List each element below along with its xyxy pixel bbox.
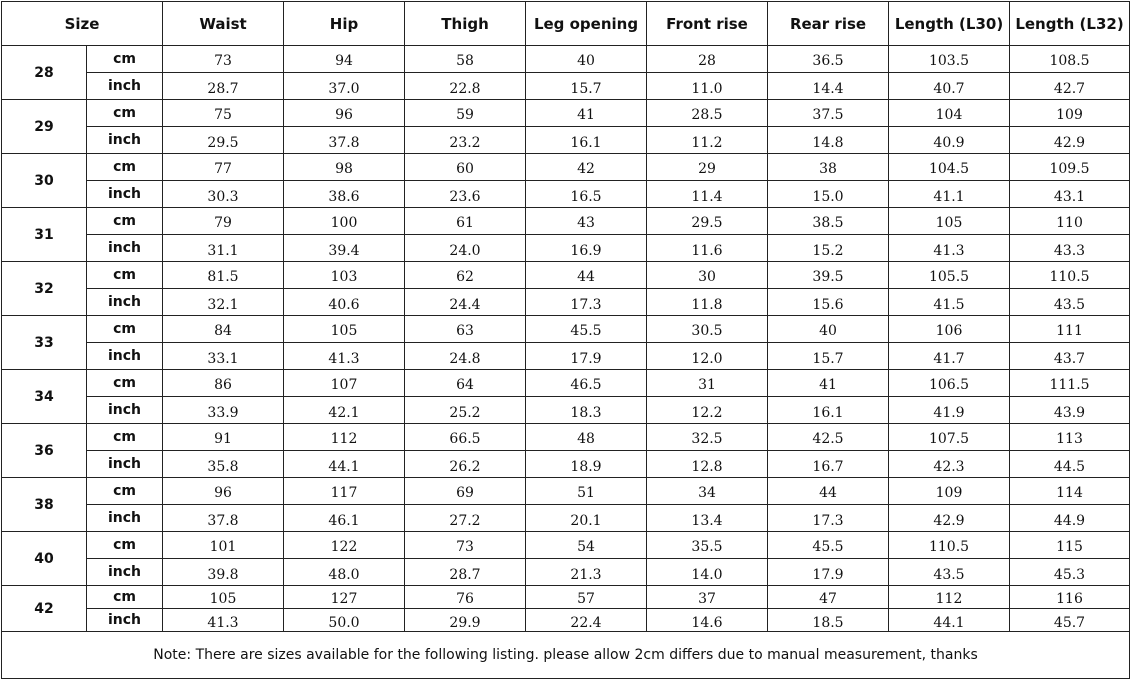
inch-value-cell: 43.7 [1010,343,1130,370]
cm-value-cell: 35.5 [647,532,768,559]
inch-value-cell: 38.6 [284,181,405,208]
inch-value-cell: 31.1 [163,235,284,262]
cm-value-cell: 105.5 [889,262,1010,289]
cm-value-cell: 116 [1010,586,1130,609]
inch-value-cell: 24.0 [405,235,526,262]
table-row [2,262,1130,289]
inch-value-cell: 42.3 [889,451,1010,478]
cm-value-cell: 38.5 [768,208,889,235]
cm-value-cell: 58 [405,46,526,73]
column-header-hip: Hip [284,2,405,46]
inch-value-cell: 15.6 [768,289,889,316]
cm-value-cell: 41 [526,100,647,127]
cm-value-cell: 104.5 [889,154,1010,181]
inch-value-cell: 33.9 [163,397,284,424]
column-header-waist: Waist [163,2,284,46]
cm-value-cell: 96 [163,478,284,505]
inch-value-cell: 22.8 [405,73,526,100]
table-row [2,46,1130,73]
inch-value-cell: 20.1 [526,505,647,532]
cm-value-cell: 111.5 [1010,370,1130,397]
inch-value-cell: 40.9 [889,127,1010,154]
table-row [2,559,1130,586]
cm-value-cell: 54 [526,532,647,559]
size-label: 28 [2,46,87,100]
inch-value-cell: 41.3 [889,235,1010,262]
header-row [2,2,1130,46]
cm-value-cell: 101 [163,532,284,559]
size-label: 30 [2,154,87,208]
unit-label-cm: cm [87,262,163,289]
cm-value-cell: 69 [405,478,526,505]
inch-value-cell: 12.2 [647,397,768,424]
inch-value-cell: 44.1 [889,609,1010,632]
cm-value-cell: 106 [889,316,1010,343]
cm-value-cell: 42 [526,154,647,181]
cm-value-cell: 46.5 [526,370,647,397]
inch-value-cell: 37.8 [284,127,405,154]
size-label: 42 [2,586,87,632]
table-row [2,100,1130,127]
cm-value-cell: 117 [284,478,405,505]
inch-value-cell: 32.1 [163,289,284,316]
inch-value-cell: 22.4 [526,609,647,632]
cm-value-cell: 73 [405,532,526,559]
column-header-leg-opening: Leg opening [526,2,647,46]
unit-label-cm: cm [87,424,163,451]
inch-value-cell: 18.5 [768,609,889,632]
inch-value-cell: 42.1 [284,397,405,424]
inch-value-cell: 25.2 [405,397,526,424]
cm-value-cell: 112 [284,424,405,451]
inch-value-cell: 39.8 [163,559,284,586]
unit-label-inch: inch [87,235,163,262]
cm-value-cell: 40 [768,316,889,343]
inch-value-cell: 24.4 [405,289,526,316]
cm-value-cell: 29 [647,154,768,181]
inch-value-cell: 11.0 [647,73,768,100]
unit-label-cm: cm [87,586,163,609]
cm-value-cell: 104 [889,100,1010,127]
cm-value-cell: 32.5 [647,424,768,451]
cm-value-cell: 45.5 [768,532,889,559]
table-row [2,181,1130,208]
inch-value-cell: 12.0 [647,343,768,370]
inch-value-cell: 14.0 [647,559,768,586]
inch-value-cell: 40.7 [889,73,1010,100]
cm-value-cell: 77 [163,154,284,181]
cm-value-cell: 105 [163,586,284,609]
inch-value-cell: 45.7 [1010,609,1130,632]
cm-value-cell: 109 [1010,100,1130,127]
unit-label-inch: inch [87,73,163,100]
inch-value-cell: 37.8 [163,505,284,532]
inch-value-cell: 43.1 [1010,181,1130,208]
inch-value-cell: 39.4 [284,235,405,262]
inch-value-cell: 50.0 [284,609,405,632]
cm-value-cell: 114 [1010,478,1130,505]
unit-label-inch: inch [87,559,163,586]
column-header-thigh: Thigh [405,2,526,46]
cm-value-cell: 45.5 [526,316,647,343]
cm-value-cell: 63 [405,316,526,343]
inch-value-cell: 23.6 [405,181,526,208]
cm-value-cell: 73 [163,46,284,73]
cm-value-cell: 44 [526,262,647,289]
cm-value-cell: 47 [768,586,889,609]
inch-value-cell: 42.9 [889,505,1010,532]
inch-value-cell: 11.4 [647,181,768,208]
inch-value-cell: 16.7 [768,451,889,478]
table-row [2,532,1130,559]
unit-label-cm: cm [87,46,163,73]
column-header-length-l32: Length (L32) [1010,2,1130,46]
size-label: 38 [2,478,87,532]
inch-value-cell: 43.5 [1010,289,1130,316]
table-row [2,235,1130,262]
cm-value-cell: 31 [647,370,768,397]
cm-value-cell: 84 [163,316,284,343]
size-label: 32 [2,262,87,316]
inch-value-cell: 30.3 [163,181,284,208]
inch-value-cell: 44.5 [1010,451,1130,478]
cm-value-cell: 64 [405,370,526,397]
column-header-length-l30: Length (L30) [889,2,1010,46]
inch-value-cell: 17.3 [526,289,647,316]
inch-value-cell: 15.0 [768,181,889,208]
inch-value-cell: 24.8 [405,343,526,370]
unit-label-inch: inch [87,181,163,208]
inch-value-cell: 23.2 [405,127,526,154]
size-label: 40 [2,532,87,586]
table-row [2,208,1130,235]
cm-value-cell: 48 [526,424,647,451]
cm-value-cell: 29.5 [647,208,768,235]
cm-value-cell: 30.5 [647,316,768,343]
inch-value-cell: 44.9 [1010,505,1130,532]
cm-value-cell: 42.5 [768,424,889,451]
table-row [2,451,1130,478]
cm-value-cell: 105 [284,316,405,343]
inch-value-cell: 29.5 [163,127,284,154]
inch-value-cell: 16.1 [526,127,647,154]
inch-value-cell: 28.7 [163,73,284,100]
cm-value-cell: 96 [284,100,405,127]
inch-value-cell: 11.6 [647,235,768,262]
size-label: 36 [2,424,87,478]
inch-value-cell: 14.6 [647,609,768,632]
cm-value-cell: 36.5 [768,46,889,73]
inch-value-cell: 44.1 [284,451,405,478]
table-row [2,289,1130,316]
unit-label-cm: cm [87,370,163,397]
unit-label-inch: inch [87,505,163,532]
size-label: 31 [2,208,87,262]
unit-label-cm: cm [87,478,163,505]
table-row [2,397,1130,424]
inch-value-cell: 18.3 [526,397,647,424]
inch-value-cell: 46.1 [284,505,405,532]
cm-value-cell: 81.5 [163,262,284,289]
cm-value-cell: 39.5 [768,262,889,289]
inch-value-cell: 21.3 [526,559,647,586]
inch-value-cell: 11.8 [647,289,768,316]
cm-value-cell: 38 [768,154,889,181]
table-row [2,505,1130,532]
inch-value-cell: 41.3 [284,343,405,370]
cm-value-cell: 28.5 [647,100,768,127]
cm-value-cell: 107 [284,370,405,397]
cm-value-cell: 61 [405,208,526,235]
table-row [2,343,1130,370]
inch-value-cell: 17.9 [526,343,647,370]
inch-value-cell: 42.9 [1010,127,1130,154]
table-row [2,73,1130,100]
cm-value-cell: 105 [889,208,1010,235]
cm-value-cell: 113 [1010,424,1130,451]
cm-value-cell: 122 [284,532,405,559]
inch-value-cell: 13.4 [647,505,768,532]
cm-value-cell: 40 [526,46,647,73]
inch-value-cell: 15.7 [768,343,889,370]
unit-label-inch: inch [87,397,163,424]
table-row [2,370,1130,397]
unit-label-inch: inch [87,289,163,316]
table-row [2,154,1130,181]
inch-value-cell: 29.9 [405,609,526,632]
table-row [2,586,1130,609]
inch-value-cell: 17.9 [768,559,889,586]
cm-value-cell: 37.5 [768,100,889,127]
size-chart-body [2,46,1130,632]
table-row [2,424,1130,451]
inch-value-cell: 26.2 [405,451,526,478]
inch-value-cell: 14.8 [768,127,889,154]
cm-value-cell: 115 [1010,532,1130,559]
inch-value-cell: 45.3 [1010,559,1130,586]
inch-value-cell: 18.9 [526,451,647,478]
cm-value-cell: 110.5 [889,532,1010,559]
inch-value-cell: 11.2 [647,127,768,154]
table-row [2,127,1130,154]
inch-value-cell: 41.5 [889,289,1010,316]
cm-value-cell: 57 [526,586,647,609]
cm-value-cell: 106.5 [889,370,1010,397]
inch-value-cell: 15.7 [526,73,647,100]
inch-value-cell: 48.0 [284,559,405,586]
cm-value-cell: 112 [889,586,1010,609]
inch-value-cell: 16.5 [526,181,647,208]
cm-value-cell: 79 [163,208,284,235]
inch-value-cell: 37.0 [284,73,405,100]
inch-value-cell: 33.1 [163,343,284,370]
cm-value-cell: 109 [889,478,1010,505]
inch-value-cell: 43.5 [889,559,1010,586]
cm-value-cell: 76 [405,586,526,609]
unit-label-cm: cm [87,316,163,343]
inch-value-cell: 41.9 [889,397,1010,424]
cm-value-cell: 28 [647,46,768,73]
unit-label-cm: cm [87,100,163,127]
cm-value-cell: 100 [284,208,405,235]
cm-value-cell: 127 [284,586,405,609]
cm-value-cell: 109.5 [1010,154,1130,181]
measurement-note: Note: There are sizes available for the following listing. please allow 2cm differs due to manual measurement, thanks [2,632,1130,679]
cm-value-cell: 66.5 [405,424,526,451]
note-row [2,632,1130,679]
cm-value-cell: 91 [163,424,284,451]
unit-label-inch: inch [87,127,163,154]
inch-value-cell: 42.7 [1010,73,1130,100]
inch-value-cell: 41.1 [889,181,1010,208]
cm-value-cell: 37 [647,586,768,609]
cm-value-cell: 98 [284,154,405,181]
inch-value-cell: 41.3 [163,609,284,632]
size-label: 33 [2,316,87,370]
table-row [2,316,1130,343]
inch-value-cell: 41.7 [889,343,1010,370]
cm-value-cell: 108.5 [1010,46,1130,73]
inch-value-cell: 17.3 [768,505,889,532]
cm-value-cell: 75 [163,100,284,127]
cm-value-cell: 34 [647,478,768,505]
cm-value-cell: 44 [768,478,889,505]
unit-label-inch: inch [87,609,163,632]
size-label: 34 [2,370,87,424]
unit-label-cm: cm [87,208,163,235]
cm-value-cell: 103 [284,262,405,289]
size-chart-table [1,1,1130,679]
table-row [2,609,1130,632]
cm-value-cell: 43 [526,208,647,235]
inch-value-cell: 40.6 [284,289,405,316]
inch-value-cell: 35.8 [163,451,284,478]
cm-value-cell: 94 [284,46,405,73]
unit-label-inch: inch [87,451,163,478]
cm-value-cell: 62 [405,262,526,289]
cm-value-cell: 103.5 [889,46,1010,73]
inch-value-cell: 12.8 [647,451,768,478]
cm-value-cell: 110 [1010,208,1130,235]
column-header-size: Size [2,2,163,46]
cm-value-cell: 107.5 [889,424,1010,451]
inch-value-cell: 28.7 [405,559,526,586]
unit-label-inch: inch [87,343,163,370]
inch-value-cell: 15.2 [768,235,889,262]
cm-value-cell: 30 [647,262,768,289]
inch-value-cell: 16.1 [768,397,889,424]
inch-value-cell: 16.9 [526,235,647,262]
column-header-rear-rise: Rear rise [768,2,889,46]
cm-value-cell: 111 [1010,316,1130,343]
inch-value-cell: 14.4 [768,73,889,100]
unit-label-cm: cm [87,532,163,559]
cm-value-cell: 59 [405,100,526,127]
unit-label-cm: cm [87,154,163,181]
cm-value-cell: 51 [526,478,647,505]
column-header-front-rise: Front rise [647,2,768,46]
table-row [2,478,1130,505]
cm-value-cell: 110.5 [1010,262,1130,289]
cm-value-cell: 86 [163,370,284,397]
cm-value-cell: 60 [405,154,526,181]
size-label: 29 [2,100,87,154]
cm-value-cell: 41 [768,370,889,397]
inch-value-cell: 43.3 [1010,235,1130,262]
inch-value-cell: 27.2 [405,505,526,532]
inch-value-cell: 43.9 [1010,397,1130,424]
